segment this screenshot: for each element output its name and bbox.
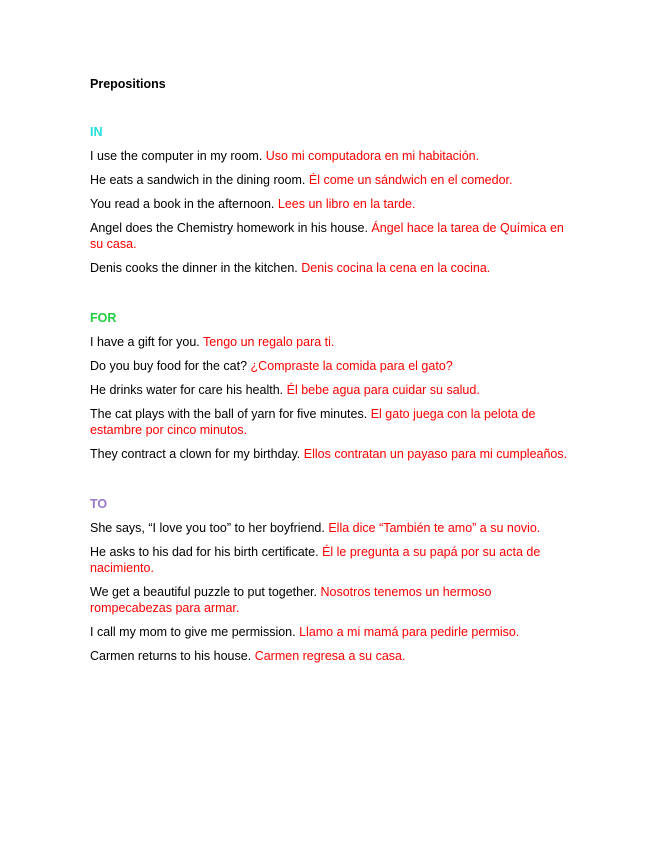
english-text: Denis cooks the dinner in the kitchen. xyxy=(90,261,298,275)
section-heading-for: FOR xyxy=(90,311,117,325)
spanish-text: Nosotros tenemos un hermoso rompecabezas para armar. xyxy=(90,585,492,615)
english-text: The cat plays with the ball of yarn for five minutes. xyxy=(90,407,368,421)
spanish-text: ¿Compraste la comida para el gato? xyxy=(250,359,453,373)
sentence xyxy=(90,148,568,164)
sentence xyxy=(90,446,568,462)
section-for xyxy=(90,310,568,462)
english-text: Do you buy food for the cat? xyxy=(90,359,248,373)
sentence xyxy=(90,172,568,188)
sentence xyxy=(90,648,568,664)
sentence xyxy=(90,406,568,438)
spanish-text: Él le pregunta a su papá por su acta de nacimiento. xyxy=(90,545,541,575)
english-text: Angel does the Chemistry homework in his house. xyxy=(90,221,368,235)
spanish-text: Carmen regresa a su casa. xyxy=(254,649,406,663)
english-text: They contract a clown for my birthday. xyxy=(90,447,301,461)
spanish-text: Él come un sándwich en el comedor. xyxy=(308,173,513,187)
spanish-text: Llamo a mi mamá para pedirle permiso. xyxy=(299,625,520,639)
spanish-text: El gato juega con la pelota de estambre por cinco minutos. xyxy=(90,407,536,437)
sentence xyxy=(90,544,568,576)
document-page xyxy=(90,76,568,672)
english-text: Carmen returns to his house. xyxy=(90,649,252,663)
spanish-text: Ella dice “También te amo” a su novio. xyxy=(328,521,541,535)
sentence xyxy=(90,220,568,252)
spanish-text: Ángel hace la tarea de Química en su casa. xyxy=(90,221,564,251)
section-heading-to: TO xyxy=(90,497,108,511)
spanish-text: Tengo un regalo para ti. xyxy=(203,335,335,349)
english-text: I call my mom to give me permission. xyxy=(90,625,296,639)
english-text: She says, “I love you too” to her boyfriend. xyxy=(90,521,325,535)
spanish-text: Uso mi computadora en mi habitación. xyxy=(265,149,480,163)
english-text: We get a beautiful puzzle to put together. xyxy=(90,585,318,599)
spanish-text: Denis cocina la cena en la cocina. xyxy=(301,261,491,275)
spanish-text: Ellos contratan un payaso para mi cumpleaños. xyxy=(303,447,568,461)
sentence xyxy=(90,196,568,212)
sentence xyxy=(90,358,568,374)
document-title: Prepositions xyxy=(90,77,166,91)
english-text: He eats a sandwich in the dining room. xyxy=(90,173,306,187)
sentence xyxy=(90,624,568,640)
section-in xyxy=(90,124,568,276)
spanish-text: Lees un libro en la tarde. xyxy=(277,197,416,211)
section-heading-in: IN xyxy=(90,125,103,139)
sentence xyxy=(90,260,568,276)
sentence xyxy=(90,520,568,536)
english-text: You read a book in the afternoon. xyxy=(90,197,275,211)
english-text: He drinks water for care his health. xyxy=(90,383,284,397)
sentence xyxy=(90,334,568,350)
english-text: I use the computer in my room. xyxy=(90,149,263,163)
spanish-text: Él bebe agua para cuidar su salud. xyxy=(286,383,480,397)
sentence xyxy=(90,584,568,616)
section-to xyxy=(90,496,568,664)
english-text: I have a gift for you. xyxy=(90,335,200,349)
sentence xyxy=(90,382,568,398)
english-text: He asks to his dad for his birth certificate. xyxy=(90,545,319,559)
